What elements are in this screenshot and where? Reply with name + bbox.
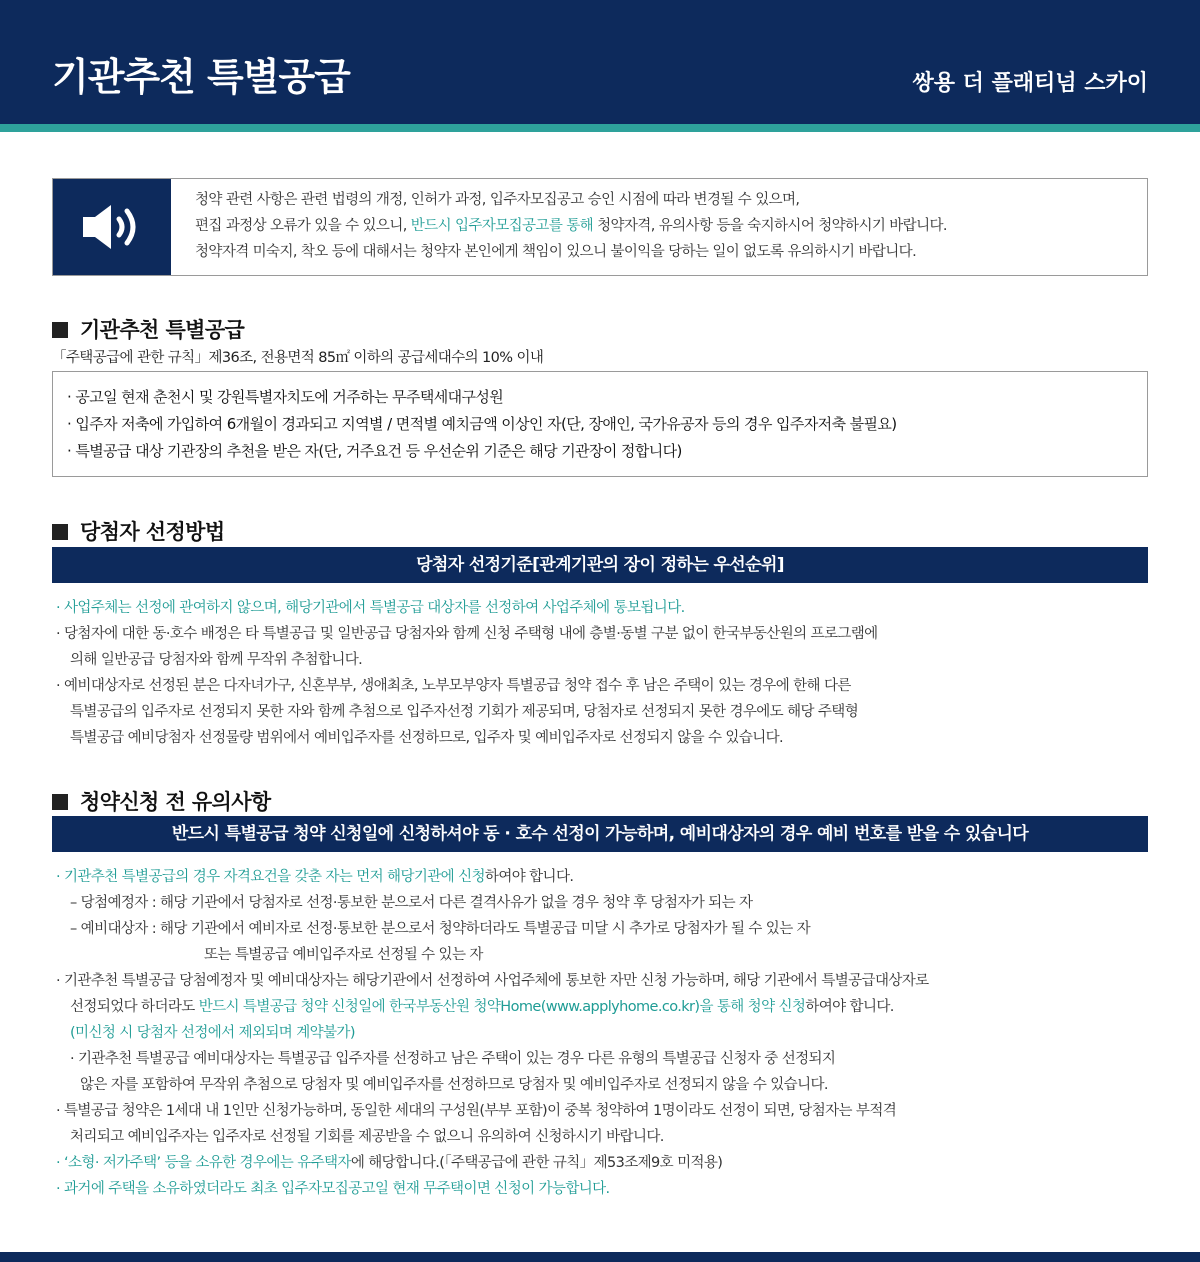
selection-criteria-bar: 당첨자 선정기준[관계기관의 장이 정하는 우선순위] bbox=[52, 547, 1148, 583]
notice-text bbox=[195, 187, 947, 265]
header-accent-stripe bbox=[0, 124, 1200, 132]
notice-line-1: 청약 관련 사항은 관련 법령의 개정, 인허가 과정, 입주자모집공고 승인 시점에 따라 변경될 수 있으며, bbox=[195, 192, 800, 208]
notice-icon-panel bbox=[53, 179, 171, 275]
section-title-institution: 기관추천 특별공급 bbox=[52, 314, 244, 344]
project-name: 쌍용 더 플래티넘 스카이 bbox=[912, 71, 1148, 96]
precautions-paragraph: · 기관추천 특별공급의 경우 자격요건을 갖춘 자는 먼저 해당기관에 신청하여야 합니다. – 당첨예정자 : 해당 기관에서 당첨자로 선정·통보한 분으로서 다른 결격사유가 없을 경우 청약 후 당첨자가 되는 자 – 예비대상자 : 해당 기관에서 예비자로 선정·통보한 분으로서 청약하더라도 특별공급 미달 시 추가로 당첨자가 될 수 있는 자 또는 특별공급 예비입주자로 선정될 수 있는 자 · 기관추천 특별공급 당첨예정자 및 예비대상자는 해당기관에서 선정하여 사업주체에 통보한 자만 신청 가능하며, 해당 기관에서 특별공급대상자로 선정되었다 하더라도 반드시 특별공급 청약 신청일에 한국부동산원 청약Home(www.applyhome.co.kr)을 통해 청약 신청하여야 합니다. (미신청 시 당첨자 선정에서 제외되며 계약불가) · 기관추천 특별공급 예비대상자는 특별공급 입주자를 선정하고 남은 주택이 있는 경우 다른 유형의 특별공급 신청자 중 선정되지 않은 자를 포함하여 무작위 추첨으로 당첨자 및 예비입주자를 선정하므로 당첨자 및 예비입주자로 선정되지 않을 수 있습니다. · 특별공급 청약은 1세대 내 1인만 신청가능하며, 동일한 세대의 구성원(부부 포함)이 중복 청약하여 1명이라도 선정이 되면, 당첨자는 부적격 처리되고 예비입주자는 입주자로 선정될 기회를 제공받을 수 없으니 유의하여 신청하시기 바랍니다. · ‘소형· 저가주택’ 등을 소유한 경우에는 유주택자에 해당합니다.(「주택공급에 관한 규칙」제53조제9호 미적용) · 과거에 주택을 소유하였더라도 최초 입주자모집공고일 현재 무주택이면 신청이 가능합니다. bbox=[56, 869, 929, 1197]
square-bullet-icon bbox=[52, 524, 68, 540]
eligibility-box bbox=[52, 371, 1148, 477]
square-bullet-icon bbox=[52, 322, 68, 338]
speaker-icon bbox=[77, 199, 147, 255]
rule-reference: 「주택공급에 관한 규칙」제36조, 전용면적 85㎡ 이하의 공급세대수의 10% 이내 bbox=[52, 350, 544, 366]
notice-box bbox=[52, 178, 1148, 276]
precautions-bar: 반드시 특별공급 청약 신청일에 신청하셔야 동 · 호수 선정이 가능하며, 예비대상자의 경우 예비 번호를 받을 수 있습니다 bbox=[52, 816, 1148, 852]
section-title-winner-selection: 당첨자 선정방법 bbox=[52, 516, 225, 546]
notice-line-3: 청약자격 미숙지, 착오 등에 대해서는 청약자 본인에게 책임이 있으니 불이익을 당하는 일이 없도록 유의하시기 바랍니다. bbox=[195, 244, 917, 260]
eligibility-item: · 입주자 저축에 가입하여 6개월이 경과되고 지역별 / 면적별 예치금액 이상인 자(단, 장애인, 국가유공자 등의 경우 입주자저축 불필요) bbox=[67, 415, 897, 433]
eligibility-item: · 공고일 현재 춘천시 및 강원특별자치도에 거주하는 무주택세대구성원 bbox=[67, 388, 504, 406]
notice-line-2: 편집 과정상 오류가 있을 수 있으니, 반드시 입주자모집공고를 통해 청약자격, 유의사항 등을 숙지하시어 청약하시기 바랍니다. bbox=[195, 218, 947, 234]
square-bullet-icon bbox=[52, 794, 68, 810]
footer-bar bbox=[0, 1252, 1200, 1262]
section-title-precautions: 청약신청 전 유의사항 bbox=[52, 786, 271, 816]
header-banner bbox=[0, 0, 1200, 124]
selection-paragraph: · 사업주체는 선정에 관여하지 않으며, 해당기관에서 특별공급 대상자를 선정하여 사업주체에 통보됩니다. · 당첨자에 대한 동·호수 배정은 타 특별공급 및 일반공급 당첨자와 함께 신청 주택형 내에 층별·동별 구분 없이 한국부동산원의 프로그램에 의해 일반공급 당첨자와 함께 무작위 추첨합니다. · 예비대상자로 선정된 분은 다자녀가구, 신혼부부, 생애최초, 노부모부양자 특별공급 청약 접수 후 남은 주택이 있는 경우에 한해 다른 특별공급의 입주자로 선정되지 못한 자와 함께 추첨으로 입주자선정 기회가 제공되며, 당첨자로 선정되지 못한 경우에도 해당 주택형 특별공급 예비당첨자 선정물량 범위에서 예비입주자를 선정하므로, 입주자 및 예비입주자로 선정되지 않을 수 있습니다. bbox=[56, 600, 878, 746]
page-title: 기관추천 특별공급 bbox=[52, 55, 350, 99]
eligibility-item: · 특별공급 대상 기관장의 추천을 받은 자(단, 거주요건 등 우선순위 기준은 해당 기관장이 정합니다) bbox=[67, 442, 682, 460]
